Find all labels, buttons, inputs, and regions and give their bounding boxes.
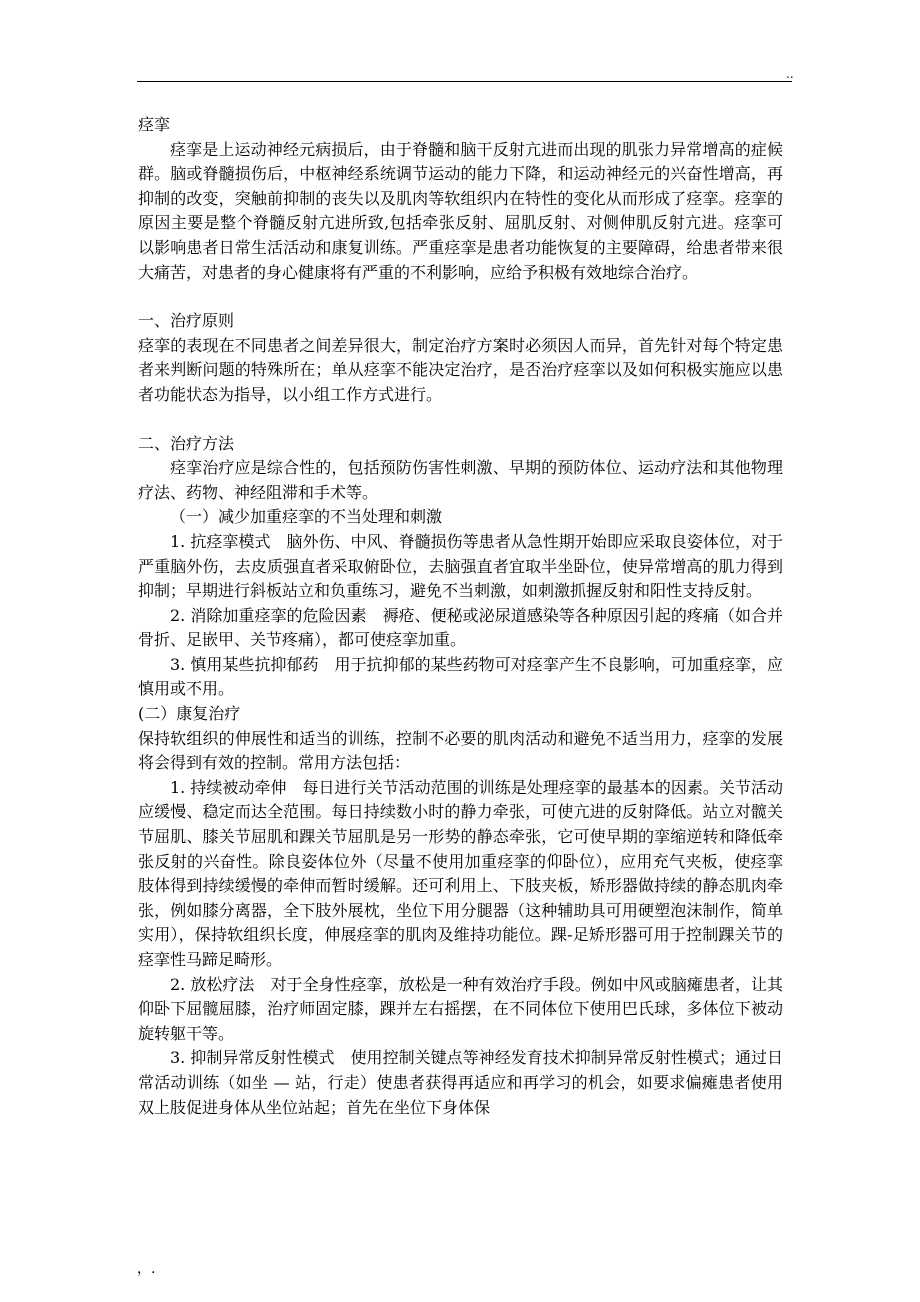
- section-heading-principles: 一、治疗原则: [138, 311, 235, 331]
- list-item-risk-factors: 2. 消除加重痉挛的危险因素 褥疮、便秘或泌尿道感染等各种原因引起的疼痛（如合并骨折、足嵌甲、关节疼痛），都可使痉挛加重。: [138, 605, 783, 650]
- principles-paragraph: 痉挛的表现在不同患者之间差异很大，制定治疗方案时必须因人而异，首先针对每个特定患者来判断问题的特殊所在；单从痉挛不能决定治疗，是否治疗痉挛以及如何积极实施应以患者功能状态为指导，以小组工作方式进行。: [138, 335, 783, 404]
- list-item-stretching: 1. 持续被动牵伸 每日进行关节活动范围的训练是处理痉挛的最基本的因素。关节活动应缓慢、稳定而达全范围。每日持续数小时的静力牵张，可使亢进的反射降低。站立对髋关节屈肌、膝关节屈肌和踝关节屈肌是另一形势的静态牵张，它可使早期的挛缩逆转和降低牵张反射的兴奋性。除良姿体位外（尽量不使用加重痉挛的仰卧位），应用充气夹板，使痉挛肢体得到持续缓慢的牵伸而暂时缓解。还可利用上、下肢夹板，矫形器做持续的静态肌肉牵张，例如膝分离器，全下肢外展枕，坐位下用分腿器（这种辅助具可用硬塑泡沫制作，简单实用），保持软组织长度，伸展痉挛的肌肉及维持功能位。踝-足矫形器可用于控制踝关节的痉挛性马蹄足畸形。: [138, 777, 783, 969]
- header-rule: [137, 81, 792, 82]
- rehab-paragraph: 保持软组织的伸展性和适当的训练，控制不必要的肌肉活动和避免不适当用力，痉挛的发展将会得到有效的控制。常用方法包括：: [138, 728, 783, 773]
- footer-mark: ，.: [137, 1261, 156, 1277]
- subsection-heading-reduce: （一）减少加重痉挛的不当处理和刺激: [170, 507, 443, 527]
- document-body: [138, 113, 783, 1120]
- list-item-relaxation: 2. 放松疗法 对于全身性痉挛，放松是一种有效治疗手段。例如中风或脑瘫患者，让其仰卧下屈髋屈膝，治疗师固定膝，踝并左右摇摆，在不同体位下使用巴氏球，多体位下被动旋转躯干等。: [138, 974, 783, 1043]
- document-title: 痉挛: [138, 115, 171, 134]
- subsection-heading-rehab: (二）康复治疗: [138, 704, 241, 724]
- methods-paragraph: 痉挛治疗应是综合性的，包括预防伤害性刺激、早期的预防体位、运动疗法和其他物理疗法、药物、神经阻滞和手术等。: [138, 458, 783, 502]
- header-mark: ..: [786, 67, 794, 81]
- list-item-antispasm: 1. 抗痉挛模式 脑外伤、中风、脊髓损伤等患者从急性期开始即应采取良姿体位，对于严重脑外伤，去皮质强直者采取俯卧位，去脑强直者宜取半坐卧位，使异常增高的肌力得到抑制；早期进行斜板站立和负重练习，避免不当刺激，如刺激抓握反射和阳性支持反射。: [138, 531, 783, 601]
- list-item-reflex-inhibition: 3. 抑制异常反射性模式 使用控制关键点等神经发育技术抑制异常反射性模式；通过日常活动训练（如坐 — 站，行走）使患者获得再适应和再学习的机会，如要求偏瘫患者使用双上肢促进身体从坐位站起；首先在坐位下身体保: [138, 1048, 783, 1117]
- intro-paragraph: 痉挛是上运动神经元病损后，由于脊髓和脑干反射亢进而出现的肌张力异常增高的症候群。脑或脊髓损伤后，中枢神经系统调节运动的能力下降，和运动神经元的兴奋性增高，再抑制的改变，突触前抑制的丧失以及肌肉等软组织内在特性的变化从而形成了痉挛。痉挛的原因主要是整个脊髓反射亢进所致,包括牵张反射、屈肌反射、对侧伸肌反射亢进。痉挛可以影响患者日常生活活动和康复训练。严重痉挛是患者功能恢复的主要障碍，给患者带来很大痛苦，对患者的身心健康将有严重的不利影响，应给予积极有效地综合治疗。: [138, 139, 783, 282]
- section-heading-methods: 二、治疗方法: [138, 433, 235, 453]
- list-item-antidepressants: 3. 慎用某些抗抑郁药 用于抗抑郁的某些药物可对痉挛产生不良影响，可加重痉挛，应慎用或不用。: [138, 654, 783, 699]
